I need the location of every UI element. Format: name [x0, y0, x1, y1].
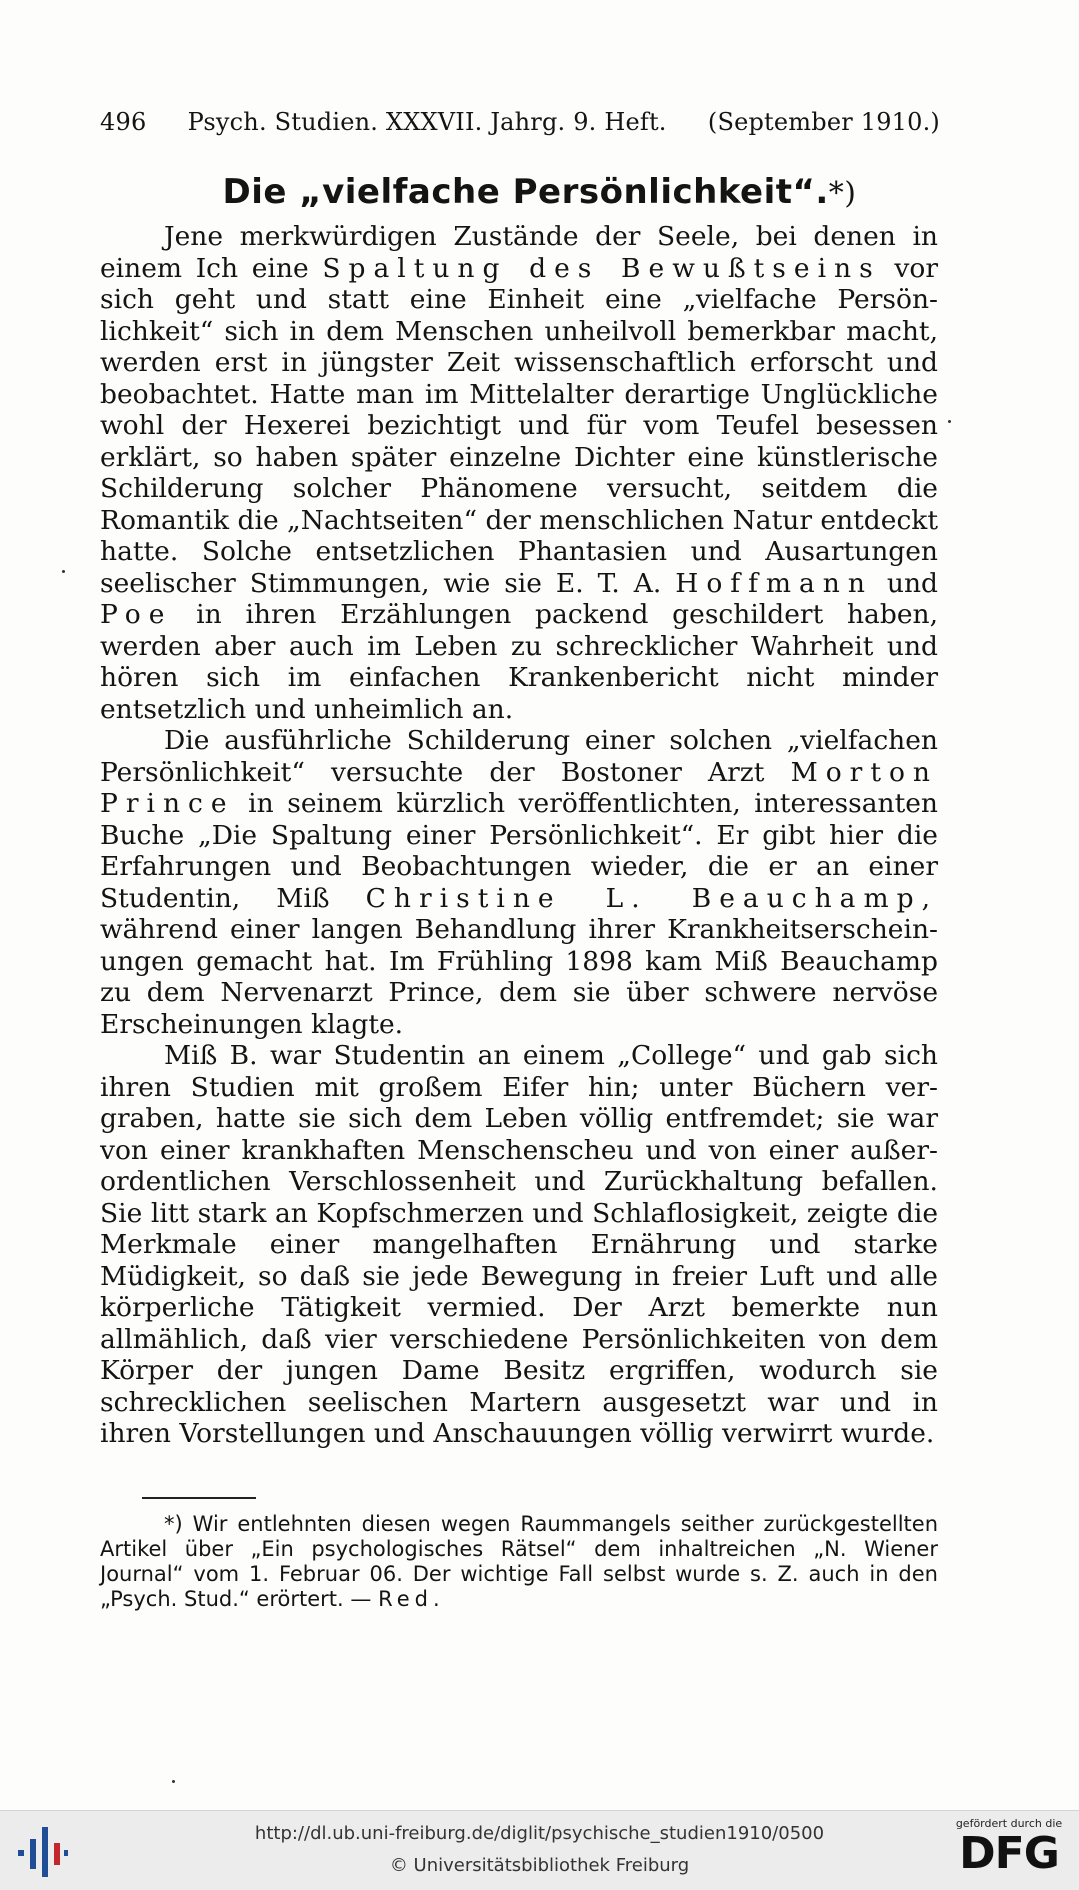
emphasis-poe: Poe [100, 599, 173, 630]
footnote-signature: Red. [378, 1587, 445, 1611]
dfg-funder-block [949, 1817, 1069, 1887]
paragraph-2-text-b: in seinem kürzlich veröffentlichten, interessanten Buche „Die Spaltung einer Persönlichkeit“. Er gibt hier die Erfahrungen und Beobachtungen wieder, die er an einer Studentin, Miß [100, 788, 938, 914]
paragraph-1-text-a: Jene merkwürdigen Zustände der Seele, bei denen in einem Ich eine [100, 221, 938, 284]
article-title-text: Die „vielfache Persönlichkeit“. [222, 172, 829, 212]
dfg-logo: DFG [959, 1828, 1059, 1879]
footnote [100, 1512, 938, 1612]
permalink[interactable]: http://dl.ub.uni-freiburg.de/diglit/psychische_studien1910/0500 [254, 1823, 825, 1844]
emphasis-spaltung: Spaltung des Bewußtseins [322, 252, 881, 284]
issue-date: (September 1910.) [707, 108, 940, 136]
paragraph-1-text-c: und [886, 567, 938, 599]
paragraph-3: Miß B. war Studentin an einem „College“ und gab sich ihren Studien mit großem Eifer hin; unter Büchern vergraben, hatte sie sich dem Leben völlig entfremdet; sie war von einer krankhaften Menschenscheu und von einer außerordentlichen Verschlossenheit und Zurückhaltung befallen. Sie litt stark an Kopfschmerzen und Schlaflosigkeit, zeigte die Merkmale einer mangelhaften Ernährung und starke Müdigkeit, so daß sie jede Bewegung in freier Luft und alle körperliche Tätigkeit vermied. Der Arzt bemerkte nun allmählich, daß vier verschiedene Persönlichkeiten von dem Körper der jungen Dame Besitz ergriffen, wodurch sie schrecklichen seelischen Martern ausgesetzt war und in ihren Vorstellungen und Anschauungen völlig verwirrt wurde. [100, 1040, 938, 1449]
paragraph-2 [100, 725, 938, 1040]
paragraph-2-text-a: Die ausführliche Schilderung einer solchen „vielfachen Persönlichkeit“ versuchte der Bostoner Arzt [100, 725, 938, 788]
paragraph-2-text-c: während einer langen Behandlung ihrer Krankheitserscheinungen gemacht hat. Im Frühling 1898 kam Miß Beauchamp zu dem Nervenarzt Prince, dem sie über schwere nervöse Erscheinungen klagte. [100, 914, 938, 1040]
funder-caption: gefördert durch die [955, 1817, 1063, 1830]
emphasis-hoffmann: Hoffmann [675, 567, 873, 599]
copyright-notice: © Universitätsbibliothek Freiburg [389, 1855, 690, 1876]
article-title [0, 172, 1079, 212]
running-title: Psych. Studien. XXXVII. Jahrg. 9. Heft. [187, 108, 667, 136]
scan-speck [948, 420, 951, 423]
scan-speck [62, 570, 65, 573]
footnote-rule [142, 1497, 256, 1499]
paragraph-1-text-d: in ihren Erzählungen packend geschildert haben, werden aber auch im Leben zu schrecklicher Wahrheit und hören sich im einfachen Krankenbericht nicht minder entsetzlich und unheimlich an. [100, 599, 938, 725]
article-body [100, 221, 938, 1450]
running-header [100, 108, 940, 136]
footnote-marker: *) [828, 176, 857, 211]
paragraph-1 [100, 221, 938, 725]
emphasis-beauchamp: Christine L. Beauchamp, [365, 882, 938, 914]
footnote-text: *) Wir entlehnten diesen wegen Raummangels seither zurückgestellten Artikel über „Ein psychologisches Rätsel“ dem inhaltreichen „N. Wiener Journal“ vom 1. Februar 06. Der wichtige Fall selbst wurde s. Z. auch in den „Psych. Stud.“ erörtert. — [100, 1512, 938, 1611]
page-number: 496 [100, 108, 147, 136]
paragraph-1-text-b: vor sich geht und statt eine Einheit eine „vielfache Persönlichkeit“ sich in dem Menschen unheilvoll bemerkbar macht, werden erst in jüngster Zeit wissenschaftlich erforscht und beobachtet. Hatte man im Mittelalter derartige Unglückliche wohl der Hexerei bezichtigt und für vom Teufel besessen erklärt, so haben später einzelne Dichter eine künstlerische Schilderung solcher Phänomene versucht, seitdem die Romantik die „Nachtseiten“ der menschlichen Natur entdeckt hatte. Solche entsetzlichen Phantasien und Ausartungen seelischer Stimmungen, wie sie E. T. A. [100, 252, 938, 599]
scan-speck [172, 1780, 175, 1783]
library-footer [0, 1810, 1079, 1890]
emphasis-morton-prince: Morton Prince [100, 756, 938, 819]
